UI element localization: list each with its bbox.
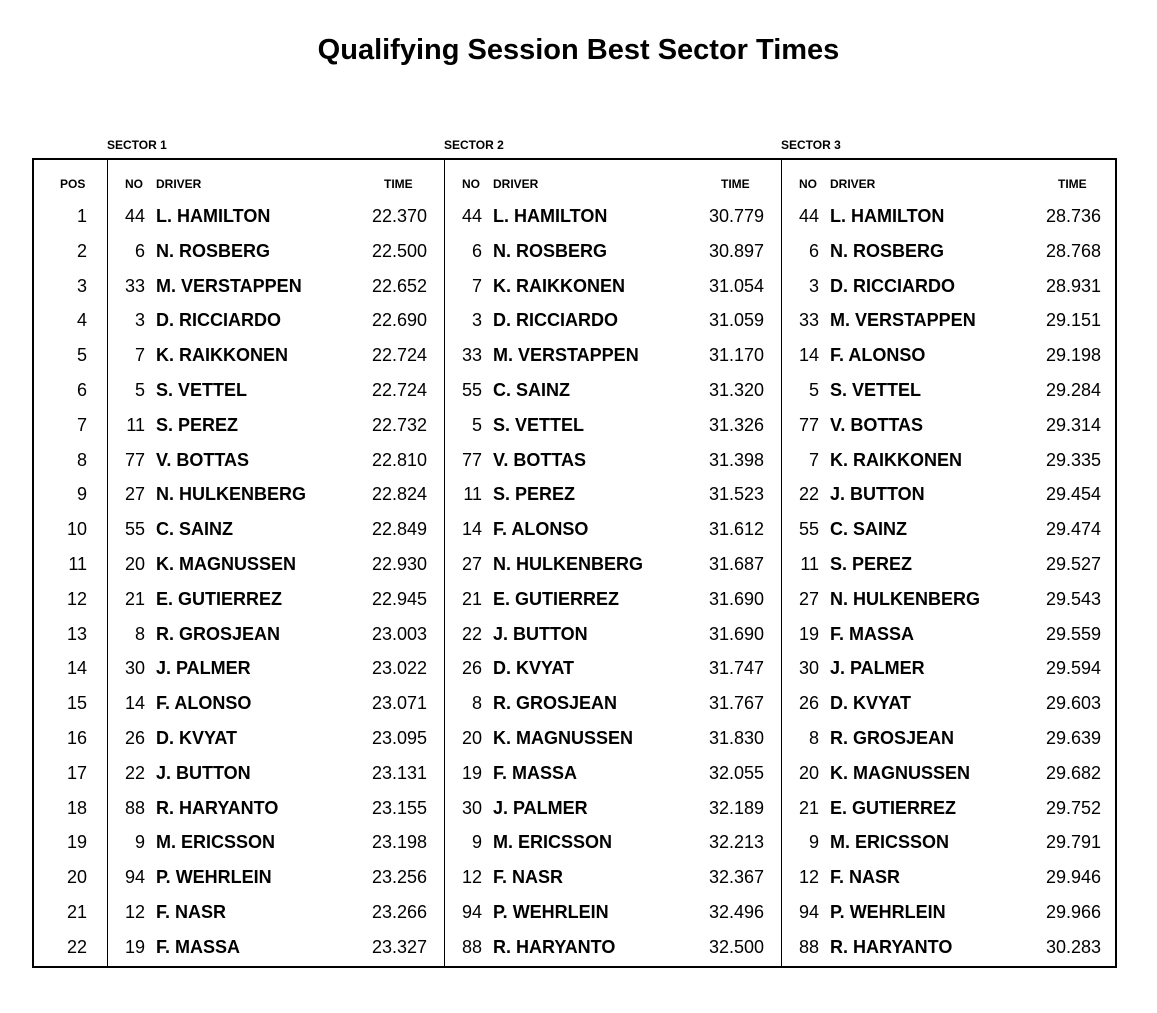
- driver-cell: S. PEREZ: [493, 484, 576, 505]
- car-number-cell: 12: [461, 867, 482, 888]
- time-cell: 32.213: [708, 832, 764, 853]
- time-cell: 29.966: [1045, 901, 1101, 922]
- car-number-cell: 12: [124, 901, 145, 922]
- car-number-cell: 5: [471, 414, 482, 435]
- driver-cell: R. HARYANTO: [830, 936, 953, 957]
- time-cell: 29.454: [1045, 484, 1101, 505]
- time-cell: 31.170: [708, 345, 764, 366]
- table-row: [34, 371, 1115, 406]
- pos-header: POS: [60, 177, 86, 191]
- time-cell: 29.284: [1045, 379, 1101, 400]
- car-number-cell: 88: [798, 936, 819, 957]
- driver-cell: S. PEREZ: [156, 414, 239, 435]
- time-cell: 29.335: [1045, 449, 1101, 470]
- car-number-cell: 3: [134, 310, 145, 331]
- time-cell: 23.071: [371, 693, 427, 714]
- time-cell: 29.151: [1045, 310, 1101, 331]
- time-cell: 29.314: [1045, 414, 1101, 435]
- car-number-cell: 3: [808, 275, 819, 296]
- car-number-cell: 8: [808, 727, 819, 748]
- time-cell: 22.945: [371, 588, 427, 609]
- table-row: [34, 754, 1115, 789]
- table-row: [34, 580, 1115, 615]
- driver-cell: D. KVYAT: [156, 727, 238, 748]
- time-cell: 31.054: [708, 275, 764, 296]
- driver-cell: M. ERICSSON: [493, 832, 613, 853]
- car-number-cell: 27: [798, 588, 819, 609]
- time-cell: 22.732: [371, 414, 427, 435]
- car-number-cell: 14: [798, 345, 819, 366]
- table-row: [34, 928, 1115, 963]
- car-number-cell: 20: [124, 553, 145, 574]
- car-number-cell: 22: [461, 623, 482, 644]
- car-number-cell: 19: [461, 762, 482, 783]
- car-number-cell: 77: [798, 414, 819, 435]
- car-number-cell: 55: [461, 379, 482, 400]
- car-number-cell: 33: [461, 345, 482, 366]
- driver-cell: N. ROSBERG: [156, 240, 271, 261]
- driver-cell: M. VERSTAPPEN: [156, 275, 302, 296]
- car-number-cell: 21: [461, 588, 482, 609]
- time-cell: 22.810: [371, 449, 427, 470]
- table-row: [34, 823, 1115, 858]
- car-number-cell: 20: [798, 762, 819, 783]
- driver-cell: N. ROSBERG: [830, 240, 945, 261]
- driver-cell: R. HARYANTO: [493, 936, 616, 957]
- driver-header: DRIVER: [156, 177, 202, 191]
- table-row: [34, 267, 1115, 302]
- time-cell: 29.527: [1045, 553, 1101, 574]
- table-row: [34, 719, 1115, 754]
- driver-cell: J. PALMER: [493, 797, 588, 818]
- table-body: [34, 197, 1115, 963]
- driver-cell: V. BOTTAS: [156, 449, 250, 470]
- time-cell: 31.747: [708, 658, 764, 679]
- driver-cell: S. VETTEL: [830, 379, 922, 400]
- time-cell: 31.320: [708, 379, 764, 400]
- car-number-cell: 27: [124, 484, 145, 505]
- time-cell: 29.474: [1045, 519, 1101, 540]
- time-cell: 29.946: [1045, 867, 1101, 888]
- time-cell: 29.198: [1045, 345, 1101, 366]
- car-number-cell: 12: [798, 867, 819, 888]
- sector-2-label: SECTOR 2: [444, 138, 504, 152]
- table-row: [34, 789, 1115, 824]
- time-cell: 31.523: [708, 484, 764, 505]
- table-row: [34, 649, 1115, 684]
- driver-cell: P. WEHRLEIN: [156, 867, 272, 888]
- no-header: NO: [799, 177, 817, 191]
- position-cell: 6: [76, 379, 87, 400]
- car-number-cell: 7: [134, 345, 145, 366]
- car-number-cell: 88: [124, 797, 145, 818]
- driver-cell: F. MASSA: [493, 762, 578, 783]
- sector-times-table: [32, 158, 1117, 968]
- driver-cell: K. RAIKKONEN: [156, 345, 289, 366]
- time-cell: 23.256: [371, 867, 427, 888]
- table-row: [34, 406, 1115, 441]
- time-cell: 22.849: [371, 519, 427, 540]
- position-cell: 18: [66, 797, 87, 818]
- driver-cell: C. SAINZ: [156, 519, 234, 540]
- time-cell: 31.612: [708, 519, 764, 540]
- time-cell: 31.690: [708, 588, 764, 609]
- driver-cell: F. NASR: [830, 867, 901, 888]
- table-row: [34, 475, 1115, 510]
- table-row: [34, 545, 1115, 580]
- driver-cell: F. MASSA: [830, 623, 915, 644]
- driver-cell: K. RAIKKONEN: [830, 449, 963, 470]
- car-number-cell: 88: [461, 936, 482, 957]
- time-header: TIME: [721, 177, 750, 191]
- time-cell: 32.500: [708, 936, 764, 957]
- driver-cell: F. ALONSO: [830, 345, 926, 366]
- car-number-cell: 8: [471, 693, 482, 714]
- driver-cell: R. HARYANTO: [156, 797, 279, 818]
- driver-cell: R. GROSJEAN: [830, 727, 955, 748]
- driver-cell: P. WEHRLEIN: [830, 901, 946, 922]
- time-cell: 31.687: [708, 553, 764, 574]
- car-number-cell: 30: [461, 797, 482, 818]
- table-row: [34, 232, 1115, 267]
- car-number-cell: 11: [126, 414, 145, 435]
- time-cell: 29.752: [1045, 797, 1101, 818]
- driver-cell: M. ERICSSON: [830, 832, 950, 853]
- no-header: NO: [125, 177, 143, 191]
- car-number-cell: 14: [461, 519, 482, 540]
- time-cell: 22.652: [371, 275, 427, 296]
- time-cell: 29.639: [1045, 727, 1101, 748]
- sector-3-label: SECTOR 3: [781, 138, 841, 152]
- driver-cell: P. WEHRLEIN: [493, 901, 609, 922]
- time-cell: 22.724: [371, 379, 427, 400]
- position-cell: 15: [66, 693, 87, 714]
- table-row: [34, 893, 1115, 928]
- driver-cell: R. GROSJEAN: [156, 623, 281, 644]
- sector-1-label: SECTOR 1: [107, 138, 167, 152]
- table-row: [34, 197, 1115, 232]
- time-cell: 23.022: [371, 658, 427, 679]
- driver-cell: C. SAINZ: [493, 379, 571, 400]
- car-number-cell: 94: [461, 901, 482, 922]
- car-number-cell: 33: [798, 310, 819, 331]
- time-cell: 23.003: [371, 623, 427, 644]
- position-cell: 21: [66, 901, 87, 922]
- car-number-cell: 26: [798, 693, 819, 714]
- table-row: [34, 858, 1115, 893]
- driver-cell: S. VETTEL: [493, 414, 585, 435]
- position-cell: 11: [68, 553, 87, 574]
- driver-cell: K. MAGNUSSEN: [156, 553, 297, 574]
- car-number-cell: 7: [808, 449, 819, 470]
- car-number-cell: 9: [134, 832, 145, 853]
- car-number-cell: 6: [808, 240, 819, 261]
- driver-cell: J. BUTTON: [156, 762, 251, 783]
- time-cell: 22.824: [371, 484, 427, 505]
- table-row: [34, 301, 1115, 336]
- time-cell: 31.398: [708, 449, 764, 470]
- car-number-cell: 6: [471, 240, 482, 261]
- driver-cell: D. RICCIARDO: [156, 310, 281, 331]
- driver-cell: E. GUTIERREZ: [830, 797, 957, 818]
- time-header: TIME: [384, 177, 413, 191]
- position-cell: 4: [76, 310, 87, 331]
- table-row: [34, 615, 1115, 650]
- time-cell: 32.367: [708, 867, 764, 888]
- time-cell: 29.603: [1045, 693, 1101, 714]
- position-cell: 20: [66, 867, 87, 888]
- driver-cell: N. HULKENBERG: [156, 484, 307, 505]
- driver-cell: J. PALMER: [156, 658, 251, 679]
- time-cell: 28.736: [1045, 206, 1101, 226]
- driver-header: DRIVER: [493, 177, 539, 191]
- car-number-cell: 44: [798, 206, 819, 226]
- driver-cell: F. NASR: [156, 901, 227, 922]
- car-number-cell: 77: [461, 449, 482, 470]
- position-cell: 17: [66, 762, 87, 783]
- driver-cell: D. RICCIARDO: [493, 310, 618, 331]
- time-cell: 22.690: [371, 310, 427, 331]
- time-cell: 22.930: [371, 553, 427, 574]
- driver-header: DRIVER: [830, 177, 876, 191]
- time-cell: 22.724: [371, 345, 427, 366]
- driver-cell: V. BOTTAS: [493, 449, 587, 470]
- driver-cell: J. PALMER: [830, 658, 925, 679]
- time-cell: 23.095: [371, 727, 427, 748]
- time-cell: 30.779: [708, 206, 764, 226]
- position-cell: 16: [66, 727, 87, 748]
- time-cell: 23.266: [371, 901, 427, 922]
- no-header: NO: [462, 177, 480, 191]
- time-cell: 22.500: [371, 240, 427, 261]
- car-number-cell: 20: [461, 727, 482, 748]
- time-cell: 31.326: [708, 414, 764, 435]
- time-cell: 23.327: [371, 936, 427, 957]
- driver-cell: S. PEREZ: [830, 553, 913, 574]
- driver-cell: F. ALONSO: [493, 519, 589, 540]
- position-cell: 2: [76, 240, 87, 261]
- car-number-cell: 33: [124, 275, 145, 296]
- car-number-cell: 30: [124, 658, 145, 679]
- car-number-cell: 94: [124, 867, 145, 888]
- driver-cell: L. HAMILTON: [156, 206, 271, 226]
- driver-cell: D. KVYAT: [830, 693, 912, 714]
- position-cell: 3: [76, 275, 87, 296]
- position-cell: 9: [76, 484, 87, 505]
- time-cell: 30.897: [708, 240, 764, 261]
- car-number-cell: 11: [800, 553, 819, 574]
- car-number-cell: 6: [134, 240, 145, 261]
- time-cell: 29.559: [1045, 623, 1101, 644]
- driver-cell: D. KVYAT: [493, 658, 575, 679]
- driver-cell: J. BUTTON: [493, 623, 588, 644]
- driver-cell: K. RAIKKONEN: [493, 275, 626, 296]
- time-cell: 23.155: [371, 797, 427, 818]
- car-number-cell: 7: [471, 275, 482, 296]
- position-cell: 19: [66, 832, 87, 853]
- position-cell: 13: [66, 623, 87, 644]
- time-cell: 28.768: [1045, 240, 1101, 261]
- time-cell: 32.496: [708, 901, 764, 922]
- car-number-cell: 5: [808, 379, 819, 400]
- driver-cell: L. HAMILTON: [493, 206, 608, 226]
- driver-cell: N. HULKENBERG: [493, 553, 644, 574]
- car-number-cell: 8: [134, 623, 145, 644]
- position-cell: 10: [66, 519, 87, 540]
- position-cell: 5: [76, 345, 87, 366]
- time-cell: 31.059: [708, 310, 764, 331]
- driver-cell: K. MAGNUSSEN: [830, 762, 971, 783]
- time-cell: 29.543: [1045, 588, 1101, 609]
- driver-cell: E. GUTIERREZ: [156, 588, 283, 609]
- car-number-cell: 55: [124, 519, 145, 540]
- driver-cell: M. ERICSSON: [156, 832, 276, 853]
- position-cell: 7: [76, 414, 87, 435]
- car-number-cell: 27: [461, 553, 482, 574]
- car-number-cell: 3: [471, 310, 482, 331]
- table-row: [34, 336, 1115, 371]
- driver-cell: N. HULKENBERG: [830, 588, 981, 609]
- time-cell: 31.767: [708, 693, 764, 714]
- car-number-cell: 14: [124, 693, 145, 714]
- driver-cell: D. RICCIARDO: [830, 275, 955, 296]
- driver-cell: F. NASR: [493, 867, 564, 888]
- car-number-cell: 19: [124, 936, 145, 957]
- car-number-cell: 77: [124, 449, 145, 470]
- car-number-cell: 44: [461, 206, 482, 226]
- time-header: TIME: [1058, 177, 1087, 191]
- driver-cell: K. MAGNUSSEN: [493, 727, 634, 748]
- time-cell: 30.283: [1045, 936, 1101, 957]
- car-number-cell: 21: [124, 588, 145, 609]
- time-cell: 22.370: [371, 206, 427, 226]
- driver-cell: M. VERSTAPPEN: [830, 310, 976, 331]
- table-row: [34, 510, 1115, 545]
- car-number-cell: 30: [798, 658, 819, 679]
- page-title: Qualifying Session Best Sector Times: [317, 34, 840, 66]
- position-cell: 14: [66, 658, 87, 679]
- car-number-cell: 9: [471, 832, 482, 853]
- car-number-cell: 26: [461, 658, 482, 679]
- position-cell: 12: [66, 588, 87, 609]
- time-cell: 29.682: [1045, 762, 1101, 783]
- time-cell: 29.594: [1045, 658, 1101, 679]
- driver-cell: V. BOTTAS: [830, 414, 924, 435]
- car-number-cell: 22: [798, 484, 819, 505]
- driver-cell: N. ROSBERG: [493, 240, 608, 261]
- table-row: [34, 441, 1115, 476]
- position-cell: 1: [76, 206, 87, 226]
- car-number-cell: 94: [798, 901, 819, 922]
- position-cell: 22: [66, 936, 87, 957]
- car-number-cell: 22: [124, 762, 145, 783]
- car-number-cell: 19: [798, 623, 819, 644]
- time-cell: 29.791: [1045, 832, 1101, 853]
- time-cell: 28.931: [1045, 275, 1101, 296]
- time-cell: 31.690: [708, 623, 764, 644]
- driver-cell: F. ALONSO: [156, 693, 252, 714]
- car-number-cell: 44: [124, 206, 145, 226]
- time-cell: 23.198: [371, 832, 427, 853]
- driver-cell: E. GUTIERREZ: [493, 588, 620, 609]
- table-row: [34, 684, 1115, 719]
- driver-cell: J. BUTTON: [830, 484, 925, 505]
- time-cell: 32.189: [708, 797, 764, 818]
- car-number-cell: 5: [134, 379, 145, 400]
- car-number-cell: 9: [808, 832, 819, 853]
- car-number-cell: 26: [124, 727, 145, 748]
- driver-cell: M. VERSTAPPEN: [493, 345, 639, 366]
- driver-cell: R. GROSJEAN: [493, 693, 618, 714]
- position-cell: 8: [76, 449, 87, 470]
- car-number-cell: 11: [463, 484, 482, 505]
- driver-cell: L. HAMILTON: [830, 206, 945, 226]
- car-number-cell: 21: [798, 797, 819, 818]
- driver-cell: S. VETTEL: [156, 379, 248, 400]
- time-cell: 23.131: [371, 762, 427, 783]
- car-number-cell: 55: [798, 519, 819, 540]
- driver-cell: F. MASSA: [156, 936, 241, 957]
- driver-cell: C. SAINZ: [830, 519, 908, 540]
- time-cell: 32.055: [708, 762, 764, 783]
- time-cell: 31.830: [708, 727, 764, 748]
